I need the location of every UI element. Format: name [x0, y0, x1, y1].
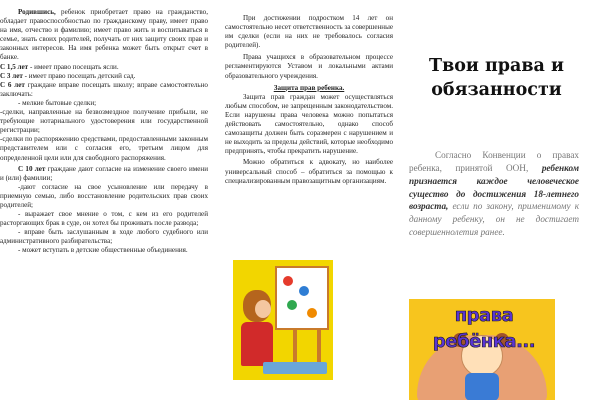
paint-spot [283, 276, 293, 286]
convention-emphasis: ребенком признается каждое человеческое существо до достижения 18-летнего возраста, [409, 162, 579, 212]
child-rights-logo [409, 299, 555, 400]
age-10-item: - вправе быть заслушанным в ходе любого судебного или административного разбирательства; [0, 228, 208, 246]
age-3-text: - имеет право посещать детский сад. [24, 71, 136, 80]
age-10-item: - может вступать в детские общественные объединения. [18, 246, 188, 255]
page-title: Твои права и обязанности [429, 56, 564, 100]
child-painting-photo [233, 260, 333, 380]
age-3-label: С 3 лет [0, 71, 23, 80]
logo-lettering: права ребёнка... [432, 305, 536, 352]
paint-spot [299, 286, 309, 296]
left-column-content [0, 8, 208, 256]
age-6-item: - мелкие бытовые сделки; [18, 98, 97, 107]
age-1-5-label: С 1,5 лет [0, 62, 29, 71]
age-1-5-line [0, 63, 208, 72]
age-3-line [0, 72, 208, 81]
age-6-line [0, 81, 208, 99]
intro-lead: Родившись, [18, 8, 56, 16]
intro-paragraph [0, 8, 208, 63]
child-body [465, 373, 499, 400]
age-6-label: С 6 лет [0, 80, 25, 89]
age-10-text: граждане дают согласие на изменение своего имени и (или) фамилии; [0, 164, 208, 182]
convention-start: Согласно Конвенции о правах ребенка, принятой ООН, [409, 150, 579, 173]
right-column [393, 0, 600, 400]
easel-canvas [275, 266, 329, 330]
age-6-item: -сделки по распоряжению средствами, предоставленными законным представителем или с согласия его, третьим лицом для определенной цели или для свободного распоряжения. [0, 135, 208, 162]
paragraph-lawyer: Можно обратиться к адвокату, но наиболее универсальный способ – обратиться за помощью к специализированным правозащитным организациям. [225, 158, 393, 185]
paint-spot [307, 308, 317, 318]
paragraph-14-years: При достижении подростком 14 лет он самостоятельно несет ответственность за совершенные им сделки (если на них не требовалось согласия родителей). [225, 14, 393, 50]
subheading-protection: Защита прав ребенка. [273, 83, 345, 92]
age-6-text: граждане вправе посещать школу; вправе самостоятельно заключать: [0, 80, 208, 98]
age-6-item: -сделки, направленные на безвозмездное получение прибыли, не требующие нотариального удостоверения или государственной регистрации; [0, 108, 208, 135]
convention-paragraph [409, 149, 579, 239]
paragraph-protection: Защита прав граждан может осуществляться любым способом, не запрещенным законодательством. Если нарушены права человека можно попытаться действовать самостоятельно, однако способ самозащиты должен быть соразмерен с нарушением и не выходить за пределы действий, которые необходимо предпринять, чтобы прекратить нарушение. [225, 92, 393, 156]
left-column [0, 0, 208, 400]
age-10-line [0, 165, 208, 183]
paint-spot [287, 300, 297, 310]
age-1-5-text: - имеет право посещать ясли. [29, 62, 119, 71]
age-10-item: -дают согласие на свое усыновление или передачу в приемную семью, либо восстановление родительских прав своих родителей; [0, 182, 208, 209]
girl-face [255, 300, 271, 318]
girl-body [241, 322, 273, 366]
paint-tray [263, 362, 327, 374]
middle-column-content [225, 14, 393, 186]
age-10-label: С 10 лет [18, 164, 46, 173]
age-10-item: - выражает свое мнение о том, с кем из его родителей расторгающих брак в суде, он хотел бы проживать после развода; [0, 210, 208, 228]
convention-end: если по закону, применимому к данному ребенку, он не достигает совершеннолетия ранее. [409, 201, 579, 237]
paragraph-student-rights: Права учащихся в образовательном процессе регламентируются Уставом и локальными актами образовательного учреждения. [225, 53, 393, 80]
intro-text: ребенок приобретает право на гражданство, обладает правоспособностью по гражданскому праву, имеет право на имя, отчество и фамилию; имеет право жить и воспитываться в семье, знать своих родителей, получать от них защиту своих прав и законных интересов. На имя ребенка может быть открыт счет в банке. [0, 8, 208, 62]
